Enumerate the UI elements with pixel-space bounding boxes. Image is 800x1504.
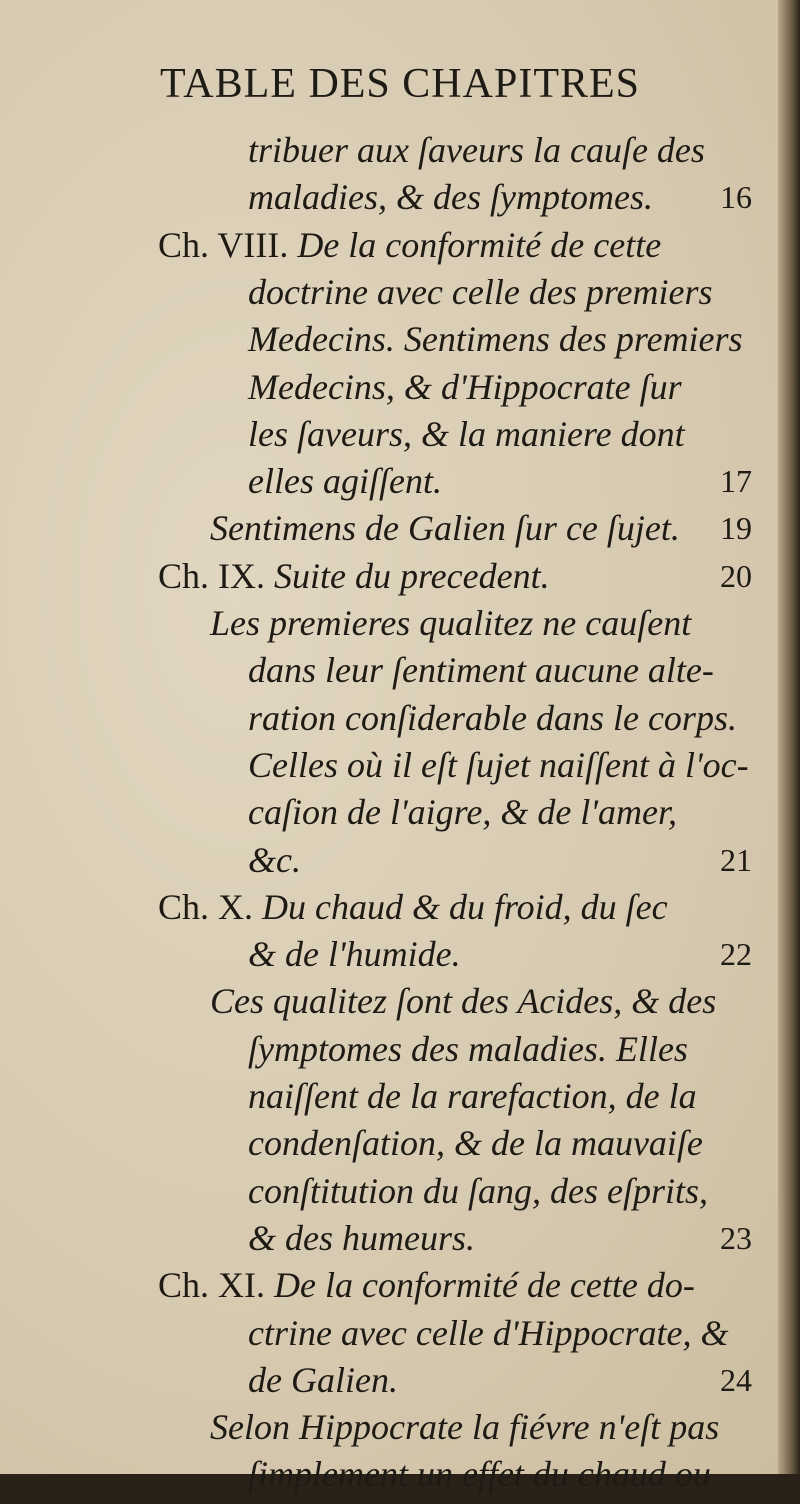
page-number: 24 <box>720 1362 752 1398</box>
page-number: 20 <box>720 558 752 594</box>
chapter-number: Ch. IX. <box>158 556 265 596</box>
entry-text: ſimplement un effet du chaud ou <box>248 1454 711 1494</box>
entry-text: &c. <box>248 840 301 880</box>
entry-text: dans leur ſentiment aucune alte- <box>248 650 714 690</box>
entry-text: Sentimens de Galien ſur ce ſujet. <box>210 508 680 548</box>
entry-text: tribuer aux ſaveurs la cauſe des <box>248 130 705 170</box>
page-number: 23 <box>720 1220 752 1256</box>
toc-line <box>248 1444 711 1504</box>
entry-text: de Galien. <box>248 1360 398 1400</box>
entry-text: Selon Hippocrate la fiévre n'eſt pas <box>210 1407 720 1447</box>
entry-text: & des humeurs. <box>248 1218 475 1258</box>
entry-text: ctrine avec celle d'Hippocrate, & <box>248 1313 729 1353</box>
entry-text: ration conſiderable dans le corps. <box>248 698 737 738</box>
chapter-number: Ch. XI. <box>158 1265 265 1305</box>
entry-text: condenſation, & de la mauvaiſe <box>248 1123 703 1163</box>
toc-line <box>248 782 677 842</box>
page-number: 17 <box>720 463 752 499</box>
entry-text: doctrine avec celle des premiers <box>248 272 713 312</box>
page-number: 19 <box>720 510 752 546</box>
entry-text: Medecins, & d'Hippocrate ſur <box>248 367 682 407</box>
entry-text: Ces qualitez ſont des Acides, & des <box>210 981 717 1021</box>
entry-text: Celles où il eſt ſujet naiſſent à l'oc- <box>248 745 749 785</box>
chapter-number: Ch. VIII. <box>158 225 289 265</box>
entry-text: Les premieres qualitez ne cauſent <box>210 603 692 643</box>
entry-text: De la conformité de cette do- <box>274 1265 695 1305</box>
page-number: 22 <box>720 936 752 972</box>
entry-text: caſion de l'aigre, & de l'amer, <box>248 792 677 832</box>
entry-text: maladies, & des ſymptomes. <box>248 177 653 217</box>
entry-text: & de l'humide. <box>248 934 461 974</box>
entry-text: conſtitution du ſang, des eſprits, <box>248 1171 708 1211</box>
entry-text: Suite du precedent. <box>274 556 550 596</box>
running-header: TABLE DES CHAPITRES <box>160 61 640 107</box>
entry-text: elles agiſſent. <box>248 461 442 501</box>
page-number: 16 <box>720 179 752 215</box>
entry-text: naiſſent de la rarefaction, de la <box>248 1076 697 1116</box>
chapter-number: Ch. X. <box>158 887 254 927</box>
entry-text: ſymptomes des maladies. Elles <box>248 1029 688 1069</box>
entry-text: les ſaveurs, & la maniere dont <box>248 414 685 454</box>
entry-text: Du chaud & du froid, du ſec <box>262 887 668 927</box>
page-number: 21 <box>720 842 752 878</box>
entry-text: Medecins. Sentimens des premiers <box>248 319 743 359</box>
entry-text: De la conformité de cette <box>297 225 662 265</box>
